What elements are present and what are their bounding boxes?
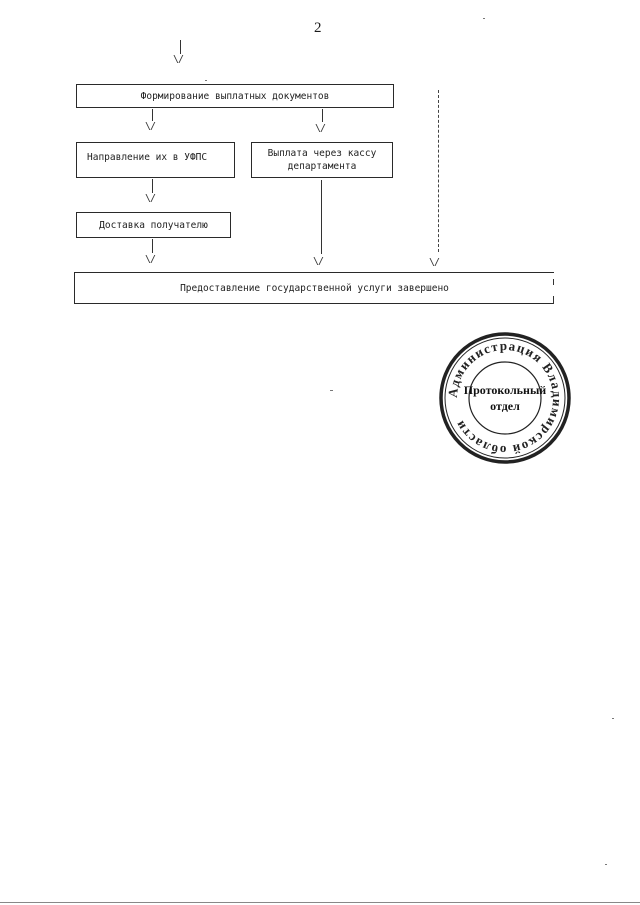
connector-line [152,109,153,121]
scan-speck [483,18,485,19]
stamp-center-text-line2: отдел [490,399,520,413]
box-service-completed [74,272,554,304]
connector-line [180,40,181,54]
arrow-down-icon: \/ [145,121,156,132]
arrow-down-icon: \/ [145,193,156,204]
box-cash-payment [251,142,393,178]
arrow-down-icon: \/ [429,257,440,268]
scan-edge-line [0,902,640,903]
box-delivery-label: Доставка получателю [99,219,208,231]
dashed-connector-line [438,90,439,252]
box-right-edge [553,296,554,304]
arrow-down-icon: \/ [315,123,326,134]
box-right-edge [553,279,554,285]
box-send-ufps-label: Направление их в УФПС [87,152,208,163]
connector-line [152,179,153,193]
stamp-center-text-line1: Протокольный [463,383,547,397]
arrow-down-icon: \/ [145,254,156,265]
box-forming-documents [76,84,394,108]
connector-line [322,109,323,122]
arrow-down-icon: \/ [173,54,184,65]
official-stamp [437,330,573,466]
box-delivery [76,212,231,238]
scan-speck [605,864,607,865]
arrow-down-icon: \/ [313,256,324,267]
box-send-ufps [76,142,235,178]
connector-line [152,239,153,253]
box-cash-payment-label: Выплата через кассу департамента [267,148,377,172]
connector-line [321,180,322,254]
box-forming-documents-label: Формирование выплатных документов [140,90,330,102]
box-service-completed-label: Предоставление государственной услуги завершено [180,282,449,294]
scan-speck [330,390,333,391]
stamp-ring-text: Администрация Владимирской области [444,337,566,459]
page-number: 2 [314,20,322,36]
scan-speck [205,80,207,81]
scan-speck [612,718,614,719]
